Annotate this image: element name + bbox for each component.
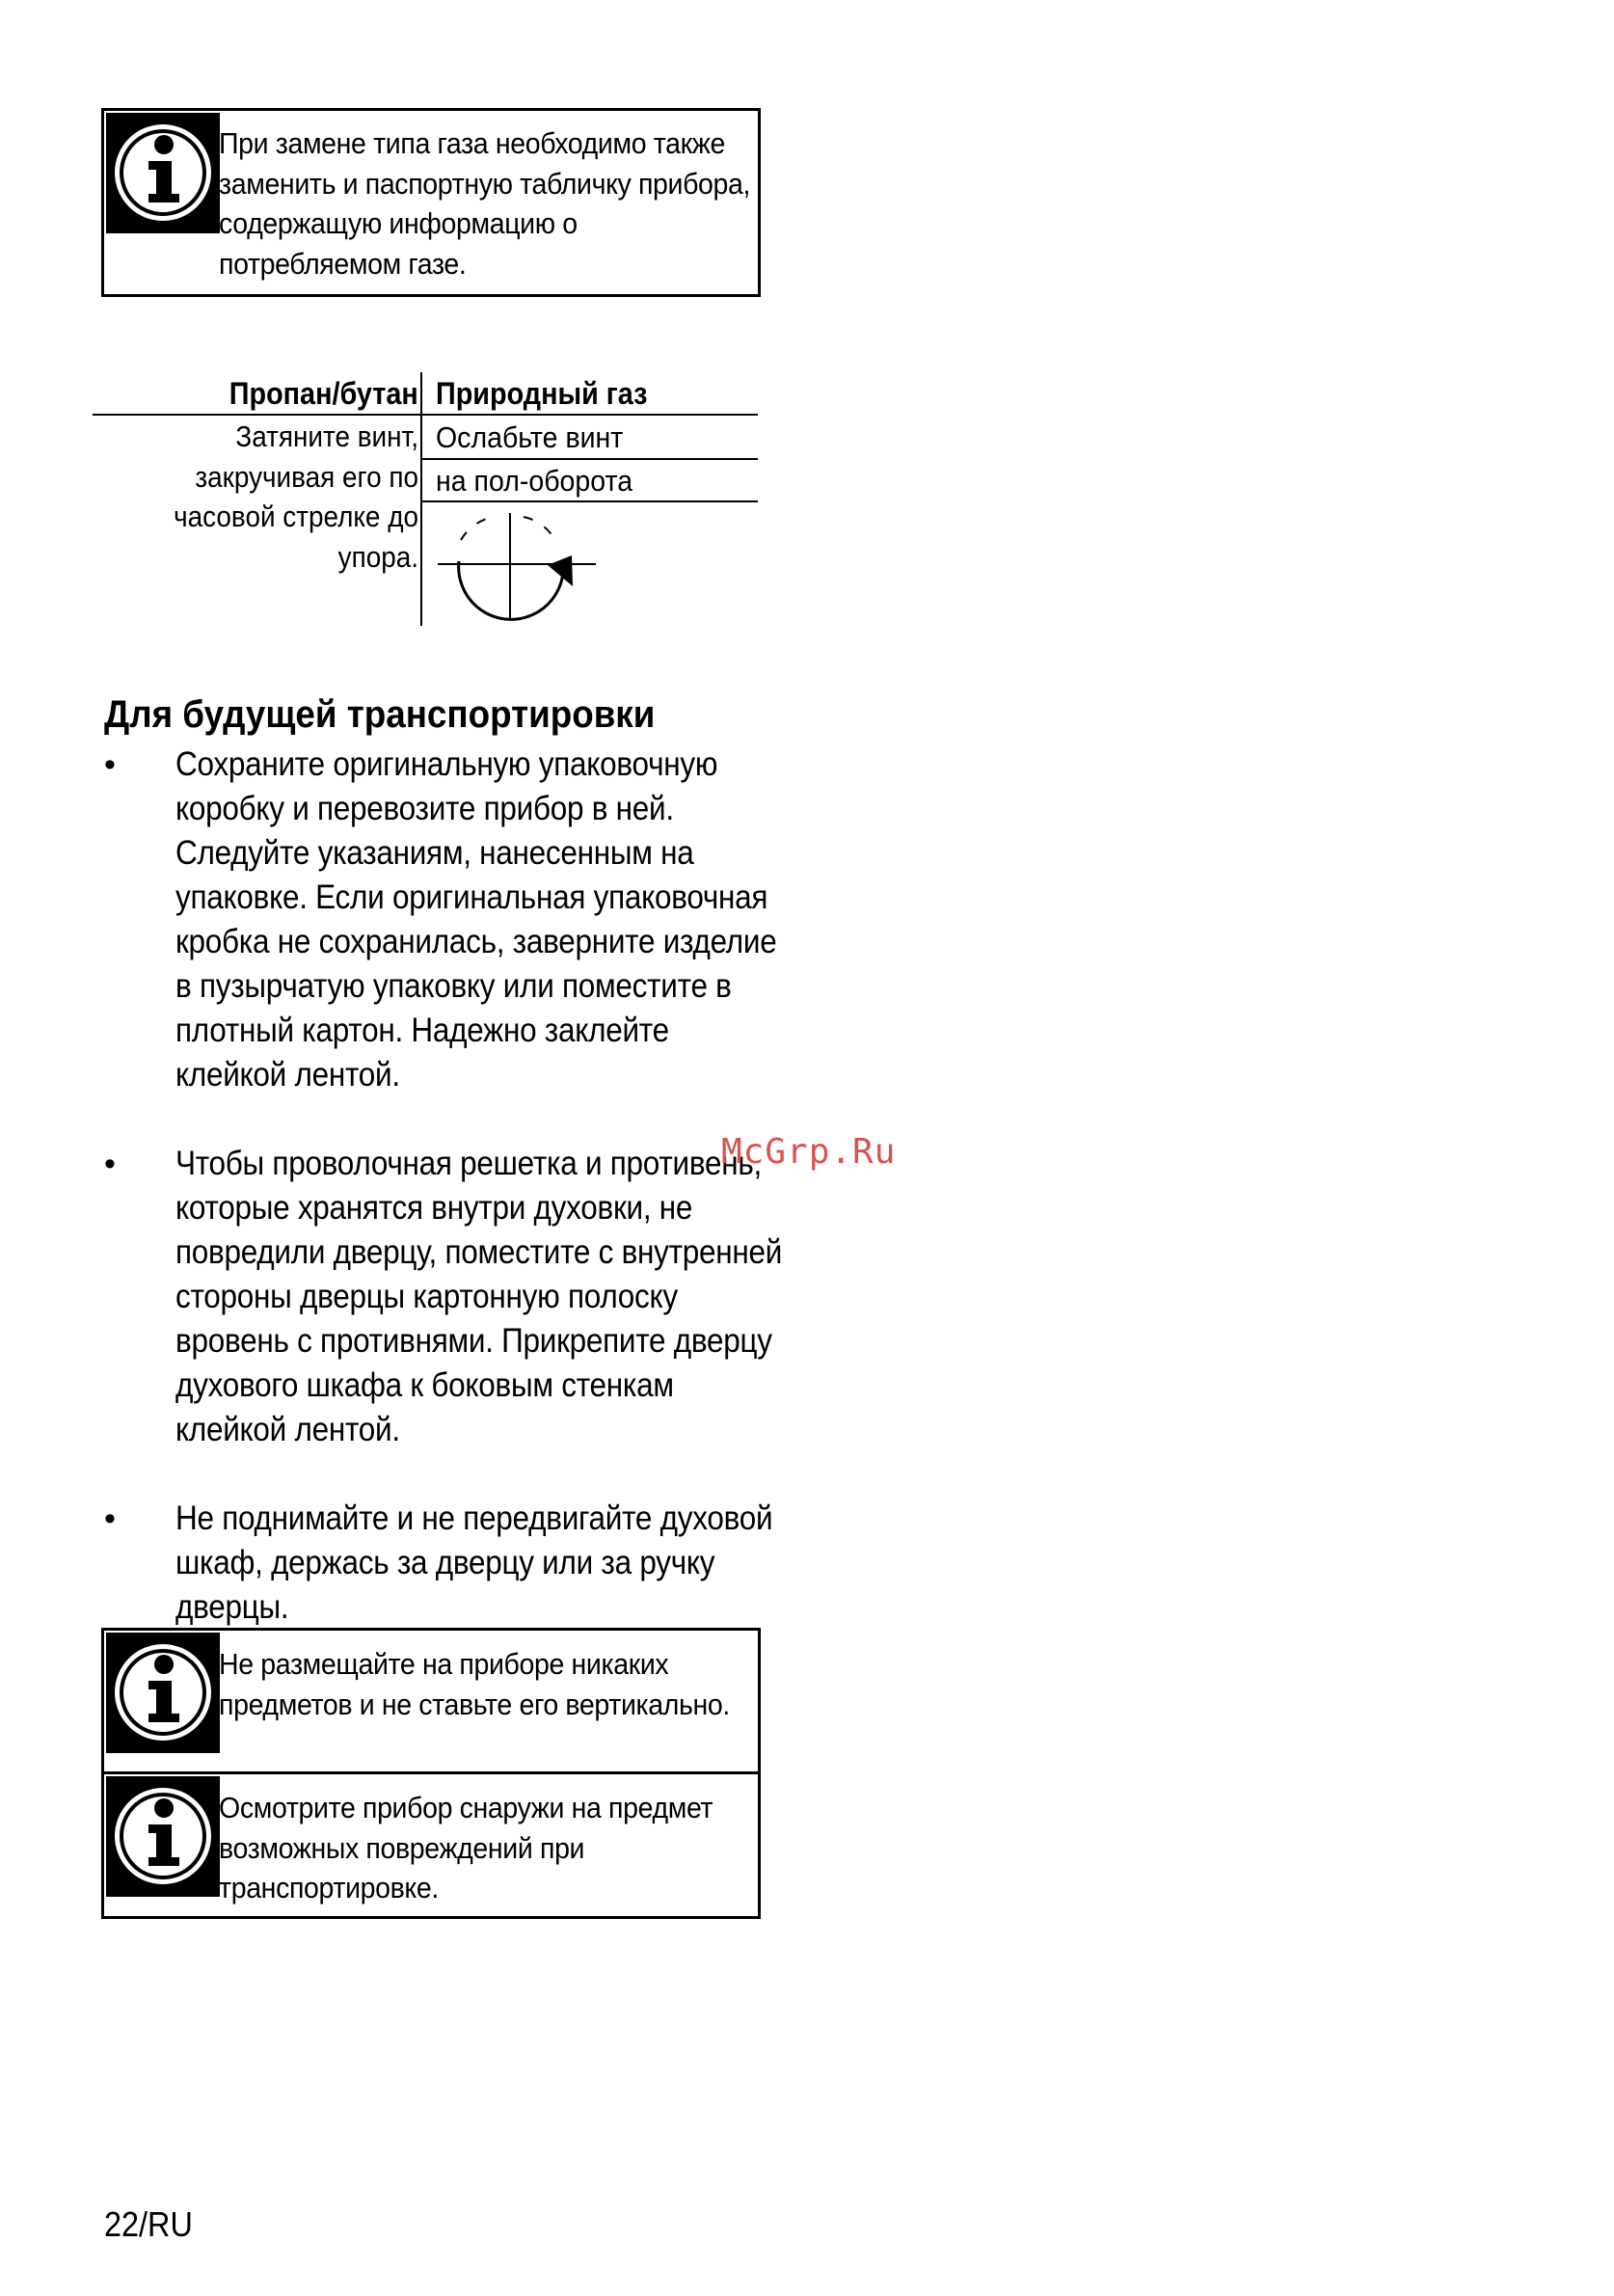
transport-instructions-list [104, 743, 783, 1630]
table-header-rule [93, 414, 758, 416]
column-header-natural-gas: Природный газ [436, 376, 648, 411]
info-box-placement [101, 1628, 761, 1774]
table-column-divider [420, 372, 422, 626]
info-box-gas-label [101, 108, 761, 297]
list-item [104, 743, 779, 1142]
table-row-rule [420, 500, 758, 502]
bullet-marker: • [104, 1500, 116, 1537]
section-title: Для будущей транспортировки [104, 693, 656, 736]
info-icon [106, 113, 220, 233]
bullet-marker: • [104, 1146, 116, 1182]
column-header-propane: Пропан/бутан [229, 376, 418, 411]
list-item [104, 1142, 783, 1497]
natural-gas-instruction-line: на пол-оборота [436, 464, 633, 498]
screw-rotation-icon [432, 505, 602, 621]
info-text: При замене типа газа необходимо также заменить и паспортную табличку прибора, содержащую информацию о потребляемом газе. [219, 126, 751, 281]
page-number: 22/RU [104, 2204, 193, 2244]
list-item-text: Сохраните оригинальную упаковочную коробку и перевозите прибор в ней. Следуйте указаниям, нанесенным на упаковке. Если оригинальная упаковочная кробка не сохранилась, заверните изделие в пузырчатую упаковку или поместите в плотный картон. Надежно заклейте клейкой лентой. [175, 745, 777, 1094]
watermark: McGrp.Ru [721, 1132, 897, 1172]
propane-instruction: Затяните винт, закручивая его по часовой стрелке до упора. [174, 419, 418, 574]
list-item [104, 1497, 779, 1630]
list-item-text: Не поднимайте и не передвигайте духовой шкаф, держась за дверцу или за ручку дверцы. [175, 1499, 773, 1626]
table-row-rule [420, 458, 758, 460]
gas-conversion-table [93, 370, 758, 626]
list-item-text: Чтобы проволочная решетка и противень, которые хранятся внутри духовки, не повредили дверцу, поместите с внутренней стороны дверцы картонную полоску вровень с противнями. Прикрепите дверцу духового шкафа к боковым стенкам клейкой лентой. [175, 1145, 783, 1448]
info-text: Не размещайте на приборе никаких предметов и не ставьте его вертикально. [219, 1647, 730, 1721]
info-box-inspection [101, 1771, 761, 1919]
natural-gas-instruction-line: Ослабьте винт [436, 420, 624, 454]
info-icon [106, 1633, 220, 1753]
info-icon [106, 1776, 220, 1897]
info-text: Осмотрите прибор снаружи на предмет возможных повреждений при транспортировке. [219, 1791, 713, 1904]
bullet-marker: • [104, 746, 116, 783]
